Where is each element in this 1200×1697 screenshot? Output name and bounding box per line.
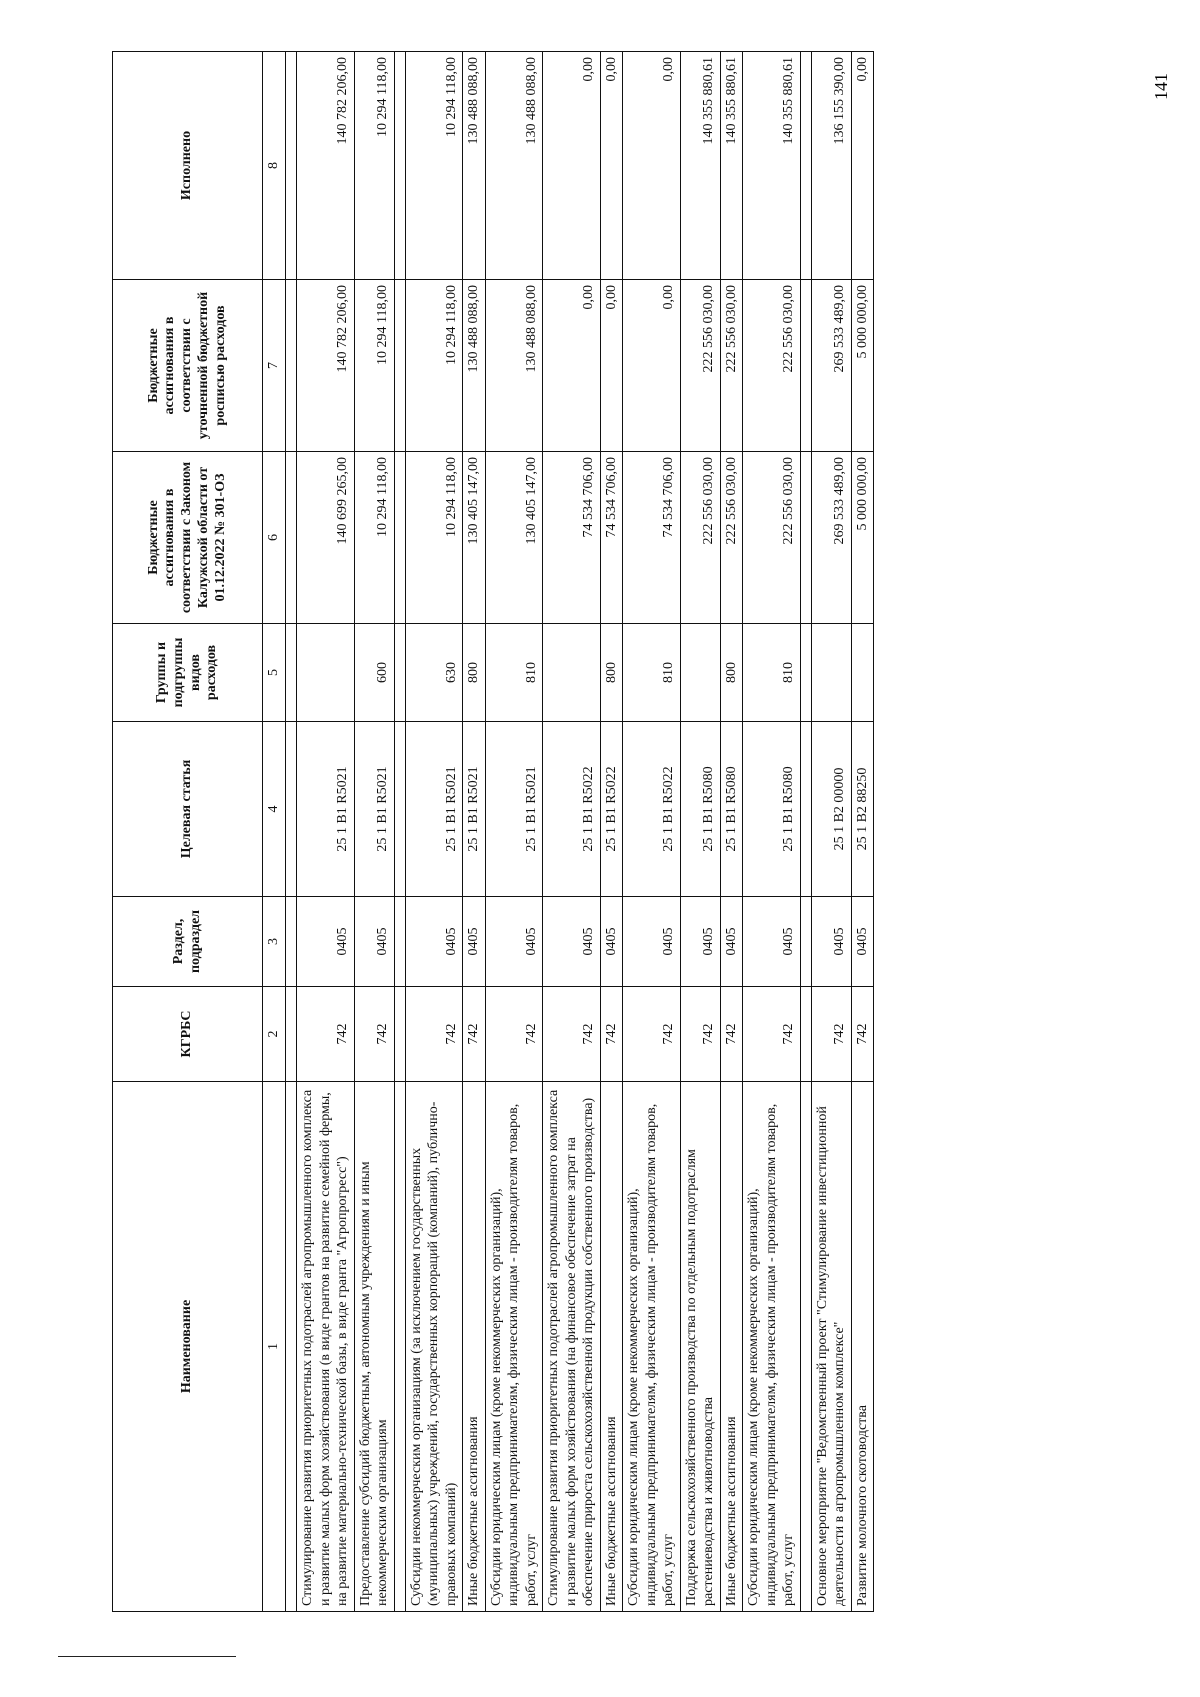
row-vr: [811, 624, 851, 722]
row-name: Поддержка сельскохозяйственного производства по отдельным подотраслям растениеводства и животноводства: [680, 1082, 720, 1612]
row-vr: 600: [354, 624, 394, 722]
row-kgrbs: 742: [297, 987, 355, 1082]
separator-row: [394, 52, 405, 1612]
row-celevaya: 25 1 B1 R5080: [680, 722, 720, 897]
table-row: [811, 52, 851, 1612]
row-law: 222 556 030,00: [720, 452, 743, 624]
col-number: 8: [263, 52, 286, 280]
row-vr: 810: [623, 624, 681, 722]
row-celevaya: 25 1 B2 00000: [811, 722, 851, 897]
col-number: 2: [263, 987, 286, 1082]
page-number: 141: [1151, 73, 1171, 100]
table-row: [463, 52, 486, 1612]
row-refined: 222 556 030,00: [720, 280, 743, 452]
row-vr: 810: [743, 624, 801, 722]
row-razdel: 0405: [405, 897, 463, 987]
table-row: [354, 52, 394, 1612]
row-celevaya: 25 1 B1 R5021: [463, 722, 486, 897]
row-law: 130 405 147,00: [463, 452, 486, 624]
col-number: 5: [263, 624, 286, 722]
row-celevaya: 25 1 B1 R5080: [743, 722, 801, 897]
row-refined: 140 782 206,00: [297, 280, 355, 452]
row-razdel: 0405: [600, 897, 623, 987]
row-name: Иные бюджетные ассигнования: [463, 1082, 486, 1612]
table-row: [851, 52, 874, 1612]
row-name: Субсидии юридическим лицам (кроме некоммерческих организаций), индивидуальным предпринимателям, физическим лицам - производителям товаров, работ, услуг: [623, 1082, 681, 1612]
row-law: 222 556 030,00: [680, 452, 720, 624]
row-done: 0,00: [851, 52, 874, 280]
row-name: Иные бюджетные ассигнования: [720, 1082, 743, 1612]
row-refined: 10 294 118,00: [354, 280, 394, 452]
row-law: 74 534 706,00: [600, 452, 623, 624]
row-kgrbs: 742: [851, 987, 874, 1082]
header-ispolneno: Исполнено: [113, 52, 263, 280]
row-refined: 0,00: [623, 280, 681, 452]
header-razdel: Раздел, подраздел: [113, 897, 263, 987]
row-kgrbs: 742: [680, 987, 720, 1082]
row-celevaya: 25 1 B1 R5080: [720, 722, 743, 897]
table-row: [485, 52, 543, 1612]
row-law: 269 533 489,00: [811, 452, 851, 624]
separator-row: [800, 52, 811, 1612]
header-assign-refined: Бюджетные ассигнования в соответствии с уточненной бюджетной росписью расходов: [113, 280, 263, 452]
row-refined: 130 488 088,00: [485, 280, 543, 452]
header-celevaya: Целевая статья: [113, 722, 263, 897]
row-celevaya: 25 1 B1 R5021: [485, 722, 543, 897]
row-law: 10 294 118,00: [405, 452, 463, 624]
row-refined: 0,00: [600, 280, 623, 452]
row-razdel: 0405: [623, 897, 681, 987]
row-name: Субсидии юридическим лицам (кроме некоммерческих организаций), индивидуальным предпринимателям, физическим лицам - производителям товаров, работ, услуг: [743, 1082, 801, 1612]
row-razdel: 0405: [811, 897, 851, 987]
row-kgrbs: 742: [463, 987, 486, 1082]
row-razdel: 0405: [743, 897, 801, 987]
row-vr: 800: [600, 624, 623, 722]
row-celevaya: 25 1 B1 R5022: [623, 722, 681, 897]
row-name: Иные бюджетные ассигнования: [600, 1082, 623, 1612]
rotated-page: [112, 52, 1162, 1612]
header-row: [113, 52, 263, 1612]
row-done: 130 488 088,00: [485, 52, 543, 280]
table-row: [297, 52, 355, 1612]
row-razdel: 0405: [543, 897, 601, 987]
row-done: 140 355 880,61: [720, 52, 743, 280]
separator-row: [286, 52, 297, 1612]
row-name: Развитие молочного скотоводства: [851, 1082, 874, 1612]
table-row: [680, 52, 720, 1612]
row-vr: [680, 624, 720, 722]
row-celevaya: 25 1 B1 R5022: [600, 722, 623, 897]
table-row: [720, 52, 743, 1612]
row-vr: 800: [720, 624, 743, 722]
row-law: 74 534 706,00: [623, 452, 681, 624]
row-name: Субсидии некоммерческим организациям (за исключением государственных (муниципальных) учреждений, государственных корпораций (компаний), публично-правовых компаний): [405, 1082, 463, 1612]
row-vr: [297, 624, 355, 722]
row-refined: 222 556 030,00: [680, 280, 720, 452]
row-kgrbs: 742: [354, 987, 394, 1082]
row-vr: 630: [405, 624, 463, 722]
row-law: 5 000 000,00: [851, 452, 874, 624]
row-done: 130 488 088,00: [463, 52, 486, 280]
row-law: 222 556 030,00: [743, 452, 801, 624]
row-refined: 130 488 088,00: [463, 280, 486, 452]
col-number: 4: [263, 722, 286, 897]
table-row: [600, 52, 623, 1612]
table-row: [543, 52, 601, 1612]
header-assign-law: Бюджетные ассигнования в соответствии с Законом Калужской области от 01.12.2022 № 301-ОЗ: [113, 452, 263, 624]
header-name: Наименование: [113, 1082, 263, 1612]
row-vr: 810: [485, 624, 543, 722]
header-kgrbs: КГРБС: [113, 987, 263, 1082]
row-name: Стимулирование развития приоритетных подотраслей агропромышленного комплекса и развитие малых форм хозяйствования (на финансовое обеспечение затрат на обеспечение прироста сельскохозяйственной продукции собственного производства): [543, 1082, 601, 1612]
row-done: 0,00: [600, 52, 623, 280]
col-number: 6: [263, 452, 286, 624]
row-done: 10 294 118,00: [354, 52, 394, 280]
row-name: Предоставление субсидий бюджетным, автономным учреждениям и иным некоммерческим организациям: [354, 1082, 394, 1612]
row-kgrbs: 742: [743, 987, 801, 1082]
row-razdel: 0405: [851, 897, 874, 987]
row-celevaya: 25 1 B2 88250: [851, 722, 874, 897]
row-done: 10 294 118,00: [405, 52, 463, 280]
row-razdel: 0405: [297, 897, 355, 987]
row-law: 140 699 265,00: [297, 452, 355, 624]
row-done: 0,00: [623, 52, 681, 280]
row-razdel: 0405: [485, 897, 543, 987]
row-name: Стимулирование развития приоритетных подотраслей агропромышленного комплекса и развитие малых форм хозяйствования (в виде грантов на развитие семейной фермы, на развитие материально-технической базы, в виде гранта "Агропрогресс"): [297, 1082, 355, 1612]
row-done: 140 355 880,61: [743, 52, 801, 280]
row-done: 136 155 390,00: [811, 52, 851, 280]
table-row: [405, 52, 463, 1612]
row-celevaya: 25 1 B1 R5022: [543, 722, 601, 897]
row-kgrbs: 742: [623, 987, 681, 1082]
header-gruppy: Группы и подгруппы видов расходов: [113, 624, 263, 722]
row-vr: 800: [463, 624, 486, 722]
row-kgrbs: 742: [543, 987, 601, 1082]
row-refined: 0,00: [543, 280, 601, 452]
table-row: [743, 52, 801, 1612]
row-done: 140 782 206,00: [297, 52, 355, 280]
row-law: 10 294 118,00: [354, 452, 394, 624]
row-razdel: 0405: [463, 897, 486, 987]
col-number: 3: [263, 897, 286, 987]
row-refined: 5 000 000,00: [851, 280, 874, 452]
row-celevaya: 25 1 B1 R5021: [354, 722, 394, 897]
row-law: 130 405 147,00: [485, 452, 543, 624]
row-kgrbs: 742: [720, 987, 743, 1082]
row-refined: 269 533 489,00: [811, 280, 851, 452]
column-number-row: [263, 52, 286, 1612]
row-law: 74 534 706,00: [543, 452, 601, 624]
page-edge-line: [58, 1656, 236, 1657]
row-vr: [543, 624, 601, 722]
row-celevaya: 25 1 B1 R5021: [405, 722, 463, 897]
col-number: 1: [263, 1082, 286, 1612]
row-razdel: 0405: [354, 897, 394, 987]
row-vr: [851, 624, 874, 722]
row-kgrbs: 742: [485, 987, 543, 1082]
row-kgrbs: 742: [811, 987, 851, 1082]
row-kgrbs: 742: [600, 987, 623, 1082]
row-razdel: 0405: [680, 897, 720, 987]
row-razdel: 0405: [720, 897, 743, 987]
table-row: [623, 52, 681, 1612]
col-number: 7: [263, 280, 286, 452]
row-name: Основное мероприятие "Ведомственный проект "Стимулирование инвестиционной деятельности в агропромышленном комплексе": [811, 1082, 851, 1612]
row-refined: 222 556 030,00: [743, 280, 801, 452]
row-name: Субсидии юридическим лицам (кроме некоммерческих организаций), индивидуальным предпринимателям, физическим лицам - производителям товаров, работ, услуг: [485, 1082, 543, 1612]
row-kgrbs: 742: [405, 987, 463, 1082]
row-refined: 10 294 118,00: [405, 280, 463, 452]
row-done: 140 355 880,61: [680, 52, 720, 280]
row-done: 0,00: [543, 52, 601, 280]
budget-table: [112, 51, 874, 1612]
row-celevaya: 25 1 B1 R5021: [297, 722, 355, 897]
